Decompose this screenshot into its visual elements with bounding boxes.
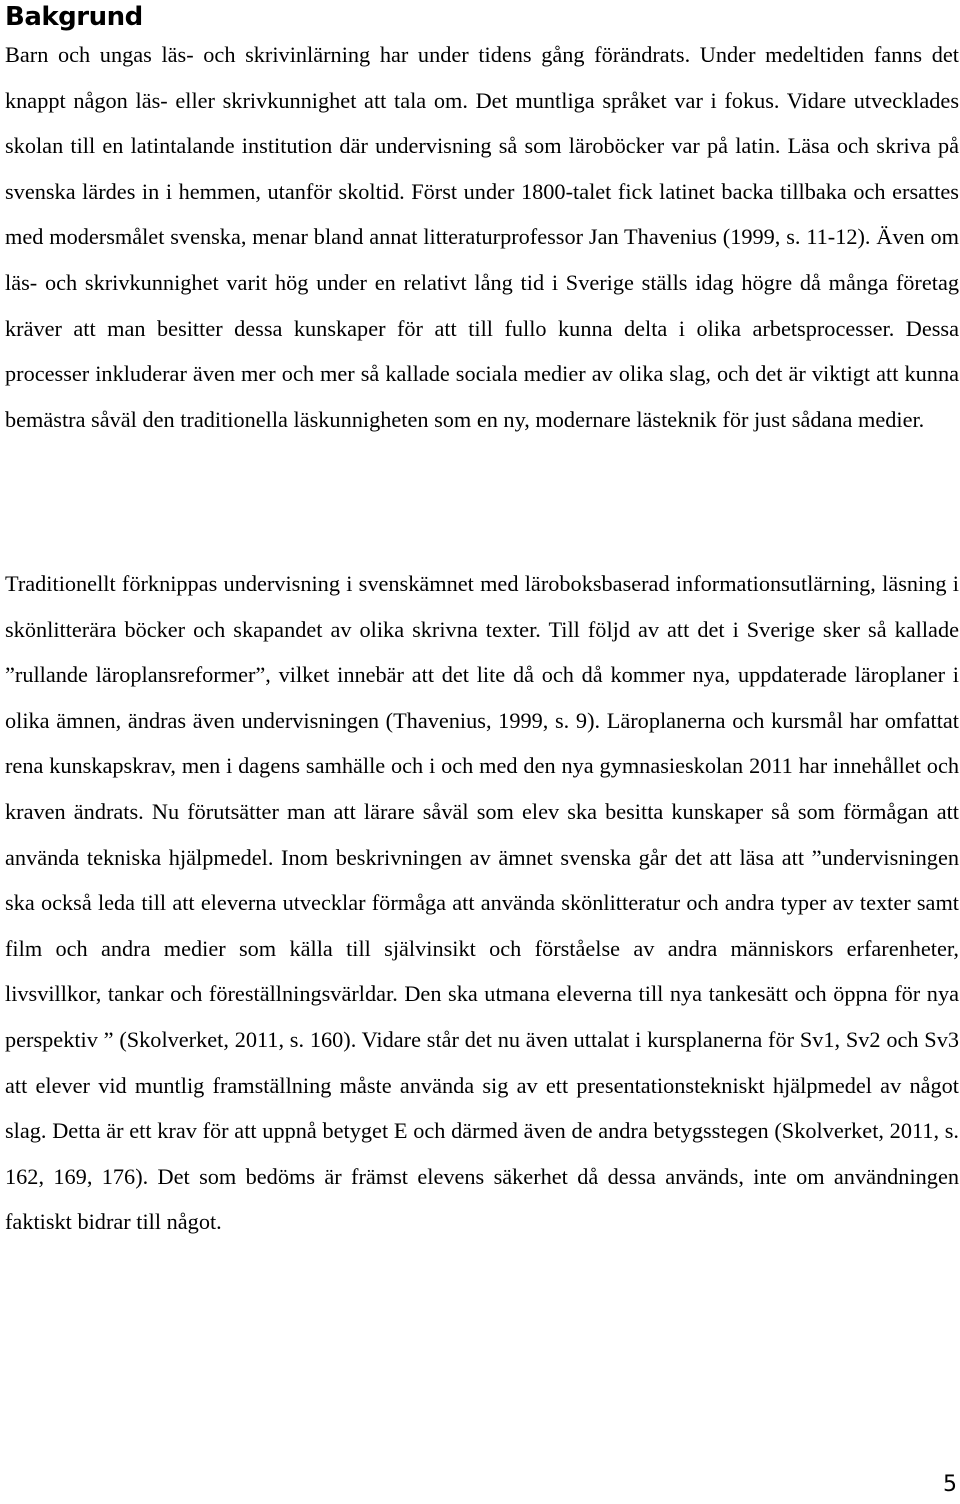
section-heading: Bakgrund [5,2,143,32]
body-paragraph-1: Barn och ungas läs- och skrivinlärning har under tidens gång förändrats. Under medeltiden fanns det knappt någon läs- eller skrivkunnighet att tala om. Det muntliga språket var i fokus. Vidare utvecklades skolan till en latintalande institution där undervisning så som läroböcker var på latin. Läsa och skriva på svenska lärdes in i hemmen, utanför skoltid. Först under 1800-talet fick latinet backa tillbaka och ersattes med modersmålet svenska, menar bland annat litteraturprofessor Jan Thavenius (1999, s. 11-12). Även om läs- och skrivkunnighet varit hög under en relativt lång tid i Sverige ställs idag högre då många företag kräver att man besitter dessa kunskaper för att till fullo kunna delta i olika arbetsprocesser. Dessa processer inkluderar även mer och mer så kallade sociala medier av olika slag, och det är viktigt att kunna bemästra såväl den traditionella läskunnigheten som en ny, modernare lästeknik för just sådana medier. [5,42,959,432]
body-paragraph-2: Traditionellt förknippas undervisning i svenskämnet med läroboksbaserad informationsutlärning, läsning i skönlitterära böcker och skapandet av olika skrivna texter. Till följd av att det i Sverige sker så kallade ”rullande läroplansreformer”, vilket innebär att det lite då och då kommer nya, uppdaterade läroplaner i olika ämnen, ändras även undervisningen (Thavenius, 1999, s. 9). Läroplanerna och kursmål har omfattat rena kunskapskrav, men i dagens samhälle och i och med den nya gymnasieskolan 2011 har innehållet och kraven ändrats. Nu förutsätter man att lärare såväl som elev ska besitta kunskaper så som förmågan att använda tekniska hjälpmedel. Inom beskrivningen av ämnet svenska går det att läsa att ”undervisningen ska också leda till att eleverna utvecklar förmåga att använda skönlitteratur och andra typer av texter samt film och andra medier som källa till självinsikt och förståelse av andra människors erfarenheter, livsvillkor, tankar och föreställningsvärldar. Den ska utmana eleverna till nya tankesätt och öppna för nya perspektiv ” (Skolverket, 2011, s. 160). Vidare står det nu även uttalat i kursplanerna för Sv1, Sv2 och Sv3 att elever vid muntlig framställning måste använda sig av ett presentationstekniskt hjälpmedel av något slag. Detta är ett krav för att uppnå betyget E och därmed även de andra betygsstegen (Skolverket, 2011, s. 162, 169, 176). Det som bedöms är främst elevens säkerhet då dessa används, inte om användningen faktiskt bidrar till något. [5,571,959,1235]
page-number: 5 [943,1472,957,1497]
